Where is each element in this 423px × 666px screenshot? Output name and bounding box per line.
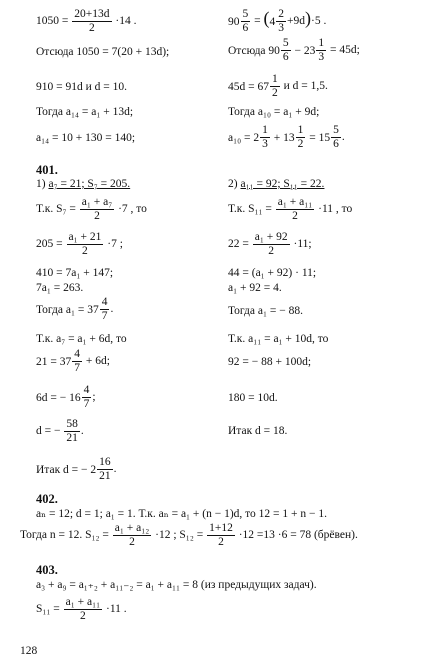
c1-line-3: 410 = 7a₁ + 147; [36,267,114,279]
problem-401-number: 401. [36,163,58,177]
c2-line-3: 44 = (a₁ + 92) · 11; [228,267,317,279]
c2-line-6: Т.к. a₁₁ = a₁ + 10d, то [228,333,329,345]
page-number: 128 [20,645,38,657]
c1-header: 1) a₇ = 21; S₇ = 205. [36,178,131,190]
c2-line-9: Итак d = 18. [228,425,288,437]
c2-line-2: 22 = $\frac{\text{a₁ + 92}}{2}$ ·11; [228,231,312,257]
c2-line-7: 92 = − 88 + 100d; [228,356,312,368]
l3-left: 910 = 91d и d = 10. [36,81,128,93]
l4-left: Тогда a₁₄ = a₁ + 13d; [36,106,134,118]
p402-line-1: aₙ = 12; d = 1; a₁ = 1. Т.к. aₙ = a₁ + (n − 1)d, то 12 = 1 + n − 1. [36,508,328,520]
l3-right: 45d = 67 $\frac{1}{2}$ и d = 1,5. [228,73,328,99]
l1-left: 1050 = $\frac{20+13d}{2}$ ·14 . [36,8,137,34]
problem-403-number: 403. [36,563,58,577]
l2-right: Отсюда 90 $\frac{5}{6}$ − 23 $\frac{1}{3}$ = 45d; [228,37,360,63]
c1-line-10: Итак d = − 2 $\frac{16}{21}$ . [36,456,117,482]
c1-line-8: 6d = − 16 $\frac{4}{7}$ ; [36,384,96,410]
c1-line-6: Т.к. a₇ = a₁ + 6d, то [36,333,127,345]
p403-line-2: S₁₁ = $\frac{\text{a₁ + a₁₁}}{2}$ ·11 . [36,596,127,622]
c2-header: 2) a₁₁ = 92; S₁₁ = 22. [228,178,325,190]
l1-right: 90 $\frac{5}{6}$ = ( 4 $\frac{2}{3}$ +9d)·5 . [228,8,327,34]
c1-line-1: Т.к. S₇ = $\frac{\text{a₁ + a₇}}{2}$ ·7 , то [36,196,147,222]
c1-line-9: d = − $\frac{58}{21}$ . [36,418,84,444]
l5-left: a₁₄ = 10 + 130 = 140; [36,132,136,144]
c1-line-4: 7a₁ = 263. [36,282,84,294]
c1-line-5: Тогда a₁ = 37 $\frac{4}{7}$ . [36,296,114,322]
l2-left: Отсюда 1050 = 7(20 + 13d); [36,46,170,58]
c2-line-8: 180 = 10d. [228,392,278,404]
c2-line-5: Тогда a₁ = − 88. [228,305,303,317]
c2-line-4: a₁ + 92 = 4. [228,282,282,294]
l4-right: Тогда a₁₀ = a₁ + 9d; [228,106,320,118]
c1-line-7: 21 = 37 $\frac{4}{7}$ + 6d; [36,348,110,374]
problem-402-number: 402. [36,492,58,506]
p402-line-2: Тогда n = 12. S₁₂ = $\frac{\text{a₁ + a₁₂}}{2}$ ·12 ; S₁₂ = $\frac{1+12}{2}$ ·12 =13 ·6 = 78 (брёвен). [20,522,358,548]
c2-line-1: Т.к. S₁₁ = $\frac{\text{a₁ + a₁₁}}{2}$ ·11 , то [228,196,353,222]
p403-line-1: a₃ + a₉ = a₁₊₂ + a₁₁₋₂ = a₁ + a₁₁ = 8 (из предыдущих задач). [36,579,317,591]
c1-line-2: 205 = $\frac{\text{a₁ + 21}}{2}$ ·7 ; [36,231,123,257]
l5-right: a₁₀ = 2 $\frac{1}{3}$ + 13 $\frac{1}{2}$ = 15 $\frac{5}{6}$ . [228,124,345,150]
